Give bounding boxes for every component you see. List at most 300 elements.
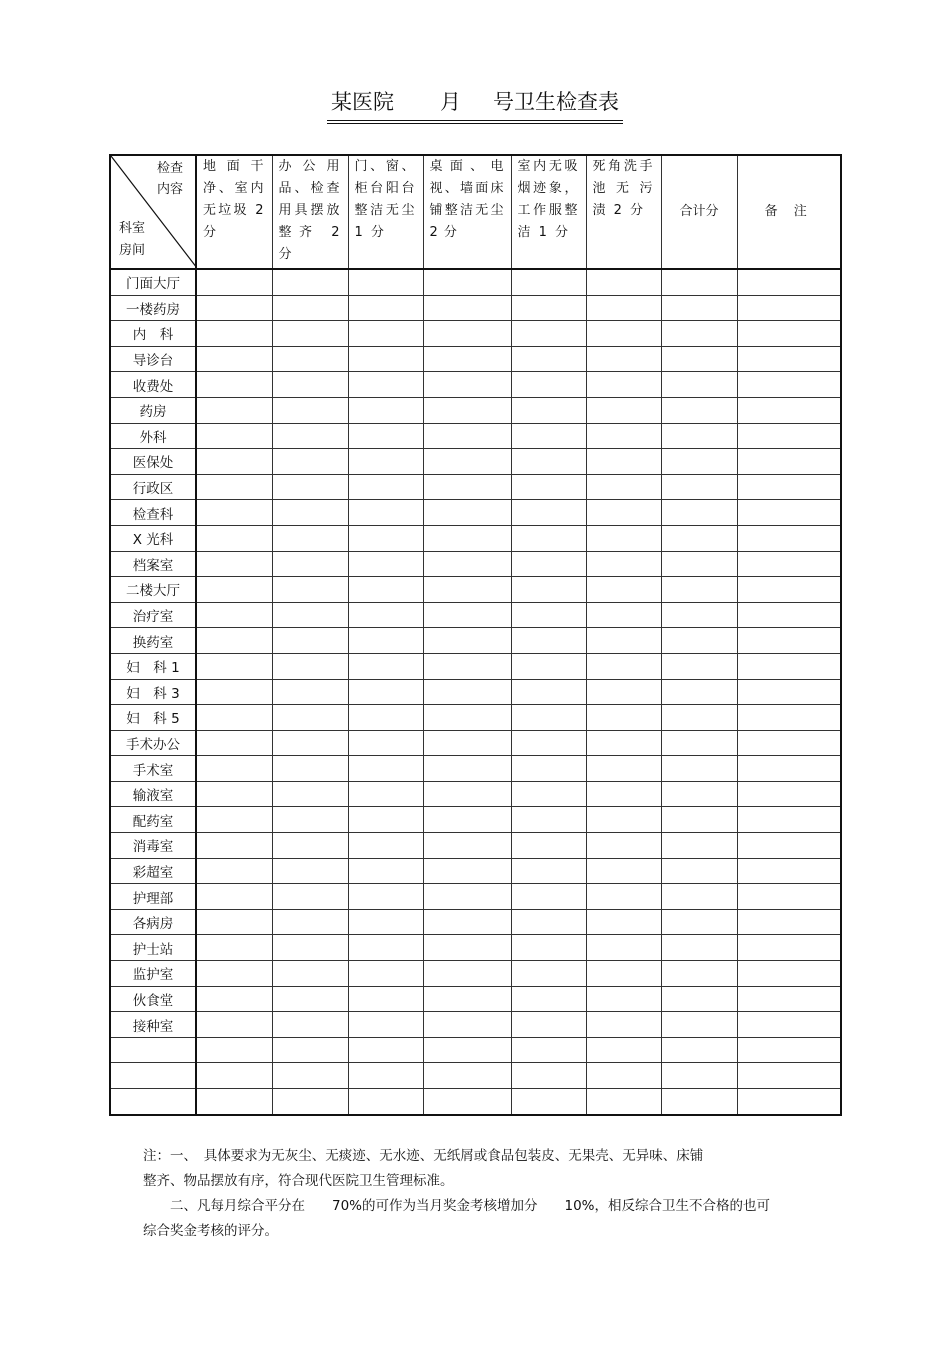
score-cell[interactable] [737, 397, 841, 423]
score-cell[interactable] [196, 628, 272, 654]
score-cell[interactable] [737, 551, 841, 577]
score-cell[interactable] [423, 986, 511, 1012]
score-cell[interactable] [423, 781, 511, 807]
score-cell[interactable] [737, 986, 841, 1012]
score-cell[interactable] [737, 1089, 841, 1115]
score-cell[interactable] [661, 577, 737, 603]
score-cell[interactable] [661, 807, 737, 833]
score-cell[interactable] [737, 295, 841, 321]
score-cell[interactable] [586, 525, 661, 551]
column-header: 室内无吸烟迹象，工作服整洁 1 分 [511, 155, 586, 269]
score-cell[interactable] [196, 1012, 272, 1038]
score-cell[interactable] [348, 628, 423, 654]
room-label: 检查科 [110, 500, 196, 526]
score-cell[interactable] [661, 1037, 737, 1063]
score-cell[interactable] [196, 295, 272, 321]
score-cell[interactable] [272, 1063, 348, 1089]
score-cell[interactable] [661, 730, 737, 756]
score-cell[interactable] [423, 807, 511, 833]
score-cell[interactable] [661, 1063, 737, 1089]
score-cell[interactable] [511, 858, 586, 884]
score-cell[interactable] [272, 961, 348, 987]
score-cell[interactable] [586, 449, 661, 475]
score-cell[interactable] [272, 602, 348, 628]
score-cell[interactable] [511, 474, 586, 500]
score-cell[interactable] [661, 909, 737, 935]
score-cell[interactable] [348, 858, 423, 884]
table-row [110, 705, 841, 731]
score-cell[interactable] [272, 397, 348, 423]
score-cell[interactable] [737, 577, 841, 603]
table-row [110, 397, 841, 423]
score-cell[interactable] [423, 346, 511, 372]
score-cell[interactable] [586, 602, 661, 628]
score-cell[interactable] [348, 500, 423, 526]
score-cell[interactable] [348, 986, 423, 1012]
score-cell[interactable] [196, 961, 272, 987]
title-day: 号卫生检查表 [493, 90, 619, 114]
score-cell[interactable] [511, 423, 586, 449]
score-cell[interactable] [423, 1037, 511, 1063]
score-cell[interactable] [737, 705, 841, 731]
score-cell[interactable] [586, 884, 661, 910]
score-cell[interactable] [737, 346, 841, 372]
table-row [110, 961, 841, 987]
page-title [0, 86, 950, 120]
score-cell[interactable] [737, 1063, 841, 1089]
score-cell[interactable] [196, 346, 272, 372]
score-cell[interactable] [423, 833, 511, 859]
room-label: 护士站 [110, 935, 196, 961]
score-cell[interactable] [661, 551, 737, 577]
score-cell[interactable] [423, 577, 511, 603]
score-cell[interactable] [423, 269, 511, 295]
table-row [110, 500, 841, 526]
score-cell[interactable] [586, 653, 661, 679]
score-cell[interactable] [737, 423, 841, 449]
score-cell[interactable] [737, 525, 841, 551]
score-cell[interactable] [423, 449, 511, 475]
score-cell[interactable] [737, 500, 841, 526]
room-label: 消毒室 [110, 833, 196, 859]
score-cell[interactable] [348, 653, 423, 679]
score-cell[interactable] [586, 909, 661, 935]
score-cell[interactable] [272, 884, 348, 910]
score-cell[interactable] [511, 730, 586, 756]
score-cell[interactable] [423, 372, 511, 398]
score-cell[interactable] [661, 1089, 737, 1115]
note-line: 注：一、 具体要求为无灰尘、无痰迹、无水迹、无纸屑或食品包装皮、无果壳、无异味、床铺 [143, 1148, 704, 1164]
score-cell[interactable] [196, 756, 272, 782]
score-cell[interactable] [348, 577, 423, 603]
score-cell[interactable] [196, 1063, 272, 1089]
score-cell[interactable] [586, 628, 661, 654]
score-cell[interactable] [272, 628, 348, 654]
score-cell[interactable] [348, 935, 423, 961]
score-cell[interactable] [423, 525, 511, 551]
score-cell[interactable] [737, 884, 841, 910]
score-cell[interactable] [511, 705, 586, 731]
score-cell[interactable] [348, 551, 423, 577]
score-cell[interactable] [196, 602, 272, 628]
score-cell[interactable] [423, 423, 511, 449]
title-hospital: 某医院 [331, 90, 394, 114]
score-cell[interactable] [661, 269, 737, 295]
table-row [110, 551, 841, 577]
score-cell[interactable] [272, 756, 348, 782]
score-cell[interactable] [196, 935, 272, 961]
score-cell[interactable] [196, 1089, 272, 1115]
score-cell[interactable] [348, 679, 423, 705]
score-cell[interactable] [272, 1037, 348, 1063]
score-cell[interactable] [737, 833, 841, 859]
score-cell[interactable] [423, 551, 511, 577]
score-cell[interactable] [737, 756, 841, 782]
score-cell[interactable] [661, 449, 737, 475]
corner-header [110, 155, 196, 269]
score-cell[interactable] [586, 986, 661, 1012]
score-cell[interactable] [272, 346, 348, 372]
score-cell[interactable] [348, 372, 423, 398]
score-cell[interactable] [661, 423, 737, 449]
score-cell[interactable] [511, 679, 586, 705]
score-cell[interactable] [511, 321, 586, 347]
score-cell[interactable] [511, 346, 586, 372]
score-cell[interactable] [586, 474, 661, 500]
score-cell[interactable] [737, 1012, 841, 1038]
score-cell[interactable] [586, 1089, 661, 1115]
score-cell[interactable] [586, 807, 661, 833]
score-cell[interactable] [661, 961, 737, 987]
score-cell[interactable] [737, 730, 841, 756]
score-cell[interactable] [511, 1012, 586, 1038]
score-cell[interactable] [423, 935, 511, 961]
score-cell[interactable] [661, 397, 737, 423]
score-cell[interactable] [661, 781, 737, 807]
score-cell[interactable] [661, 884, 737, 910]
score-cell[interactable] [348, 295, 423, 321]
score-cell[interactable] [196, 884, 272, 910]
score-cell[interactable] [511, 781, 586, 807]
score-cell[interactable] [586, 858, 661, 884]
table-row [110, 474, 841, 500]
score-cell[interactable] [348, 807, 423, 833]
score-cell[interactable] [272, 781, 348, 807]
score-cell[interactable] [272, 321, 348, 347]
score-cell[interactable] [737, 807, 841, 833]
score-cell[interactable] [272, 551, 348, 577]
score-cell[interactable] [272, 500, 348, 526]
score-cell[interactable] [348, 781, 423, 807]
score-cell[interactable] [511, 961, 586, 987]
table-row [110, 679, 841, 705]
table-row [110, 423, 841, 449]
score-cell[interactable] [348, 346, 423, 372]
score-cell[interactable] [511, 653, 586, 679]
score-cell[interactable] [586, 500, 661, 526]
score-cell[interactable] [196, 833, 272, 859]
score-cell[interactable] [196, 858, 272, 884]
score-cell[interactable] [661, 372, 737, 398]
score-cell[interactable] [423, 397, 511, 423]
score-cell[interactable] [272, 909, 348, 935]
score-cell[interactable] [661, 295, 737, 321]
score-cell[interactable] [272, 423, 348, 449]
score-cell[interactable] [661, 1012, 737, 1038]
room-label: 手术室 [110, 756, 196, 782]
score-cell[interactable] [348, 602, 423, 628]
score-cell[interactable] [423, 602, 511, 628]
score-cell[interactable] [586, 935, 661, 961]
score-cell[interactable] [272, 525, 348, 551]
score-cell[interactable] [196, 551, 272, 577]
score-cell[interactable] [196, 269, 272, 295]
score-cell[interactable] [737, 653, 841, 679]
column-header: 地面干净、室内无垃圾 2 分 [196, 155, 272, 269]
score-cell[interactable] [737, 935, 841, 961]
score-cell[interactable] [348, 397, 423, 423]
score-cell[interactable] [511, 449, 586, 475]
score-cell[interactable] [423, 321, 511, 347]
score-cell[interactable] [348, 321, 423, 347]
score-cell[interactable] [737, 628, 841, 654]
score-cell[interactable] [196, 653, 272, 679]
score-cell[interactable] [272, 679, 348, 705]
score-cell[interactable] [737, 961, 841, 987]
score-cell[interactable] [423, 909, 511, 935]
score-cell[interactable] [272, 730, 348, 756]
score-cell[interactable] [348, 474, 423, 500]
table-row [110, 935, 841, 961]
score-cell[interactable] [272, 705, 348, 731]
score-cell[interactable] [272, 577, 348, 603]
score-cell[interactable] [196, 986, 272, 1012]
score-cell[interactable] [272, 807, 348, 833]
score-cell[interactable] [737, 858, 841, 884]
score-cell[interactable] [586, 781, 661, 807]
score-cell[interactable] [661, 935, 737, 961]
score-cell[interactable] [196, 909, 272, 935]
score-cell[interactable] [423, 705, 511, 731]
score-cell[interactable] [586, 833, 661, 859]
score-cell[interactable] [348, 1037, 423, 1063]
score-cell[interactable] [272, 474, 348, 500]
score-cell[interactable] [511, 628, 586, 654]
score-cell[interactable] [661, 679, 737, 705]
score-cell[interactable] [586, 372, 661, 398]
score-cell[interactable] [511, 833, 586, 859]
score-cell[interactable] [661, 653, 737, 679]
score-cell[interactable] [348, 1012, 423, 1038]
score-cell[interactable] [423, 884, 511, 910]
score-cell[interactable] [511, 602, 586, 628]
score-cell[interactable] [423, 295, 511, 321]
score-cell[interactable] [348, 423, 423, 449]
score-cell[interactable] [511, 577, 586, 603]
score-cell[interactable] [196, 372, 272, 398]
score-cell[interactable] [661, 474, 737, 500]
score-cell[interactable] [196, 705, 272, 731]
score-cell[interactable] [661, 705, 737, 731]
score-cell[interactable] [511, 986, 586, 1012]
score-cell[interactable] [348, 1089, 423, 1115]
score-cell[interactable] [586, 1063, 661, 1089]
score-cell[interactable] [511, 1063, 586, 1089]
score-cell[interactable] [737, 602, 841, 628]
score-cell[interactable] [737, 1037, 841, 1063]
score-cell[interactable] [196, 577, 272, 603]
score-cell[interactable] [272, 858, 348, 884]
score-cell[interactable] [511, 884, 586, 910]
score-cell[interactable] [272, 295, 348, 321]
score-cell[interactable] [586, 730, 661, 756]
score-cell[interactable] [511, 909, 586, 935]
score-cell[interactable] [423, 1012, 511, 1038]
score-cell[interactable] [196, 730, 272, 756]
room-label [110, 1063, 196, 1089]
score-cell[interactable] [348, 449, 423, 475]
score-cell[interactable] [196, 474, 272, 500]
score-cell[interactable] [661, 858, 737, 884]
score-cell[interactable] [511, 397, 586, 423]
score-cell[interactable] [586, 321, 661, 347]
room-label: 外科 [110, 423, 196, 449]
score-cell[interactable] [511, 295, 586, 321]
table-row [110, 628, 841, 654]
room-label: 药房 [110, 397, 196, 423]
score-cell[interactable] [737, 449, 841, 475]
score-cell[interactable] [423, 730, 511, 756]
score-cell[interactable] [737, 679, 841, 705]
score-cell[interactable] [196, 679, 272, 705]
room-label: 监护室 [110, 961, 196, 987]
score-cell[interactable] [423, 1089, 511, 1115]
score-cell[interactable] [348, 269, 423, 295]
score-cell[interactable] [511, 1037, 586, 1063]
score-cell[interactable] [511, 551, 586, 577]
score-cell[interactable] [661, 756, 737, 782]
score-cell[interactable] [348, 525, 423, 551]
score-cell[interactable] [737, 321, 841, 347]
score-cell[interactable] [272, 935, 348, 961]
score-cell[interactable] [272, 986, 348, 1012]
score-cell[interactable] [196, 449, 272, 475]
score-cell[interactable] [272, 372, 348, 398]
score-cell[interactable] [511, 807, 586, 833]
column-header-total: 合计分 [661, 155, 737, 269]
score-cell[interactable] [661, 500, 737, 526]
score-cell[interactable] [348, 833, 423, 859]
score-cell[interactable] [423, 474, 511, 500]
score-cell[interactable] [272, 1089, 348, 1115]
score-cell[interactable] [348, 730, 423, 756]
score-cell[interactable] [586, 679, 661, 705]
score-cell[interactable] [586, 756, 661, 782]
score-cell[interactable] [423, 756, 511, 782]
room-label: 配药室 [110, 807, 196, 833]
score-cell[interactable] [423, 679, 511, 705]
score-cell[interactable] [348, 1063, 423, 1089]
score-cell[interactable] [511, 372, 586, 398]
score-cell[interactable] [196, 423, 272, 449]
score-cell[interactable] [511, 1089, 586, 1115]
score-cell[interactable] [272, 269, 348, 295]
table-row [110, 807, 841, 833]
corner-top-label: 检查 内容 [156, 161, 183, 197]
score-cell[interactable] [196, 525, 272, 551]
score-cell[interactable] [423, 858, 511, 884]
score-cell[interactable] [586, 397, 661, 423]
score-cell[interactable] [661, 628, 737, 654]
score-cell[interactable] [586, 577, 661, 603]
score-cell[interactable] [196, 1037, 272, 1063]
score-cell[interactable] [511, 935, 586, 961]
score-cell[interactable] [348, 884, 423, 910]
score-cell[interactable] [661, 833, 737, 859]
score-cell[interactable] [511, 269, 586, 295]
score-cell[interactable] [423, 500, 511, 526]
score-cell[interactable] [423, 628, 511, 654]
score-cell[interactable] [348, 909, 423, 935]
score-cell[interactable] [661, 321, 737, 347]
score-cell[interactable] [348, 961, 423, 987]
score-cell[interactable] [586, 295, 661, 321]
score-cell[interactable] [196, 397, 272, 423]
score-cell[interactable] [423, 1063, 511, 1089]
table-row [110, 346, 841, 372]
score-cell[interactable] [586, 423, 661, 449]
score-cell[interactable] [423, 653, 511, 679]
score-cell[interactable] [661, 346, 737, 372]
score-cell[interactable] [272, 653, 348, 679]
score-cell[interactable] [348, 705, 423, 731]
score-cell[interactable] [661, 602, 737, 628]
score-cell[interactable] [272, 1012, 348, 1038]
score-cell[interactable] [586, 1037, 661, 1063]
score-cell[interactable] [586, 346, 661, 372]
score-cell[interactable] [586, 705, 661, 731]
score-cell[interactable] [586, 961, 661, 987]
score-cell[interactable] [586, 269, 661, 295]
room-label: 妇 科 1 [110, 653, 196, 679]
score-cell[interactable] [511, 756, 586, 782]
score-cell[interactable] [348, 756, 423, 782]
score-cell[interactable] [272, 449, 348, 475]
score-cell[interactable] [737, 781, 841, 807]
score-cell[interactable] [737, 909, 841, 935]
score-cell[interactable] [196, 500, 272, 526]
score-cell[interactable] [661, 986, 737, 1012]
score-cell[interactable] [586, 551, 661, 577]
score-cell[interactable] [196, 807, 272, 833]
score-cell[interactable] [737, 474, 841, 500]
score-cell[interactable] [196, 321, 272, 347]
score-cell[interactable] [661, 525, 737, 551]
score-cell[interactable] [586, 1012, 661, 1038]
room-label: 医保处 [110, 449, 196, 475]
footnote [143, 1144, 833, 1244]
column-header: 死角洗手池无污 渍 2 分 [586, 155, 661, 269]
score-cell[interactable] [272, 833, 348, 859]
score-cell[interactable] [423, 961, 511, 987]
score-cell[interactable] [737, 372, 841, 398]
room-label: 各病房 [110, 909, 196, 935]
score-cell[interactable] [737, 269, 841, 295]
score-cell[interactable] [511, 525, 586, 551]
score-cell[interactable] [511, 500, 586, 526]
room-label: 伙食堂 [110, 986, 196, 1012]
score-cell[interactable] [196, 781, 272, 807]
